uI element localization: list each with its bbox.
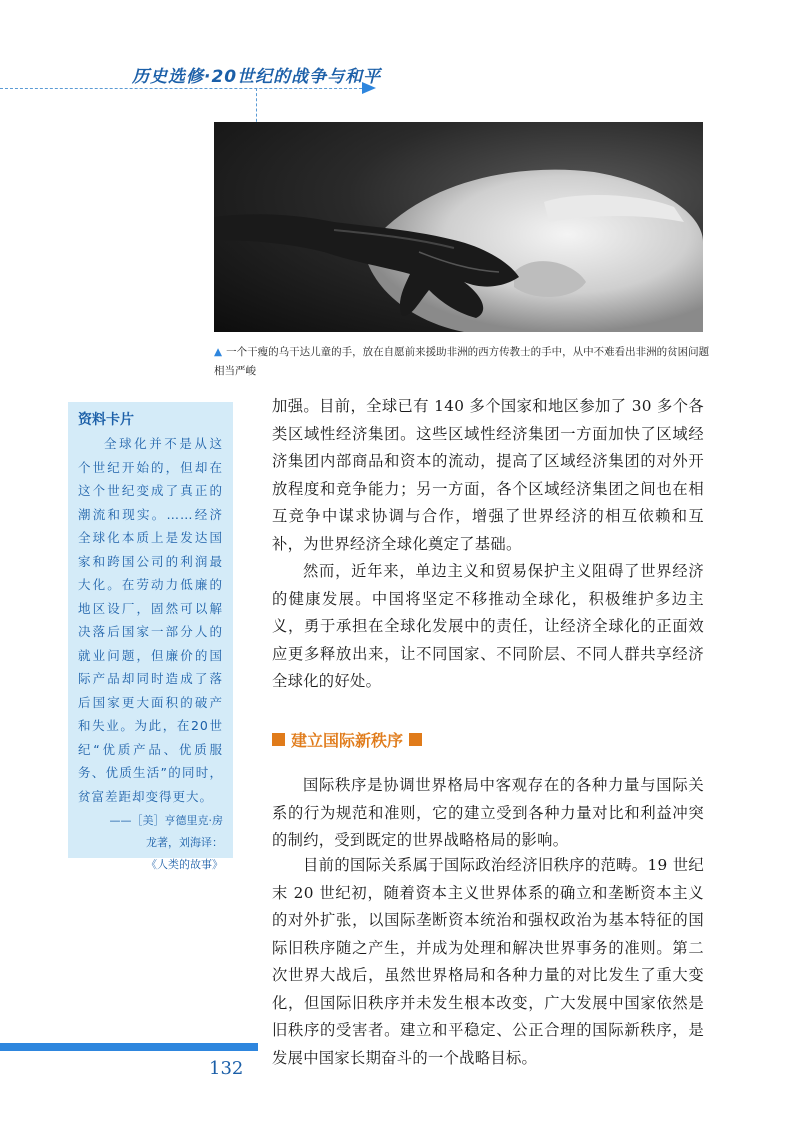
paragraph-4: 目前的国际关系属于国际政治经济旧秩序的范畴。19 世纪末 20 世纪初，随着资本主义世界体系的确立和垄断资本主义的对外扩张，以国际垄断资本统治和强权政治为基本特征的国际旧秩序随之产生，并成为处理和解决世界事务的准则。第二次世界大战后，虽然世界格局和各种力量的对比发生了重大变化，但国际旧秩序并未发生根本改变，广大发展中国家依然是旧秩序的受害者。建立和平稳定、公正合理的国际新秩序，是发展中国家长期奋斗的一个战略目标。 bbox=[272, 856, 704, 1067]
hands-illustration bbox=[214, 122, 703, 332]
paragraph-3: 国际秩序是协调世界格局中客观存在的各种力量与国际关系的行为规范和准则，它的建立受到各种力量对比和利益冲突的制约，受到既定的世界战略格局的影响。 bbox=[272, 776, 704, 849]
arrow-icon bbox=[362, 82, 376, 94]
card-body: 全球化并不是从这个世纪开始的，但却在这个世纪变成了真正的潮流和现实。……经济全球化本质上是发达国家和跨国公司的利润最大化。在劳动力低廉的地区设厂，固然可以解决落后国家一部分人的就业问题，但廉价的国际产品却同时造成了落后国家更大面积的破产和失业。为此，在20世纪“优质产品、优质服务、优质生活”的同时，贫富差距却变得更大。 bbox=[78, 436, 223, 804]
caption-text: 一个干瘦的乌干达儿童的手，放在自愿前来援助非洲的西方传教士的手中，从中不难看出非洲的贫困问题相当严峻 bbox=[214, 346, 710, 377]
card-credit-line3: 《人类的故事》 bbox=[146, 858, 223, 871]
square-icon bbox=[409, 733, 422, 746]
header-title: 历史选修·20世纪的战争与和平 bbox=[132, 67, 382, 87]
triangle-icon: ▲ bbox=[214, 346, 223, 358]
header-dashed-line bbox=[0, 88, 372, 89]
section-heading-text: 建立国际新秩序 bbox=[291, 731, 404, 750]
paragraph-1: 加强。目前，全球已有 140 多个国家和地区参加了 30 多个各类区域性经济集团。这些区域性经济集团一方面加快了区域经济集团内部商品和资本的流动，提高了区域经济集团的对外开放程度和竞争能力；另一方面，各个区域经济集团之间也在相互竞争中谋求协调与合作，增强了世界经济的相互依赖和互补，为世界经济全球化奠定了基础。 bbox=[272, 397, 704, 553]
sidebar-card bbox=[68, 402, 233, 871]
page-number: 132 bbox=[209, 1058, 244, 1079]
paragraph-2: 然而，近年来，单边主义和贸易保护主义阻碍了世界经济的健康发展。中国将坚定不移推动全球化，积极维护多边主义，勇于承担在全球化发展中的责任，让经济全球化的正面效应更多释放出来，让不同国家、不同阶层、不同人群共享经济全球化的好处。 bbox=[272, 562, 704, 690]
footer-bar bbox=[0, 1043, 258, 1051]
card-credit-line1: ——［美］亨德里克·房 bbox=[109, 814, 223, 827]
photo-caption bbox=[214, 343, 714, 381]
card-credit-line2: 龙著，刘海译： bbox=[146, 836, 223, 849]
section-heading bbox=[272, 728, 422, 751]
card-title: 资料卡片 bbox=[78, 412, 134, 428]
card-credit bbox=[78, 810, 223, 876]
photo-hands bbox=[214, 122, 703, 332]
square-icon bbox=[272, 733, 285, 746]
